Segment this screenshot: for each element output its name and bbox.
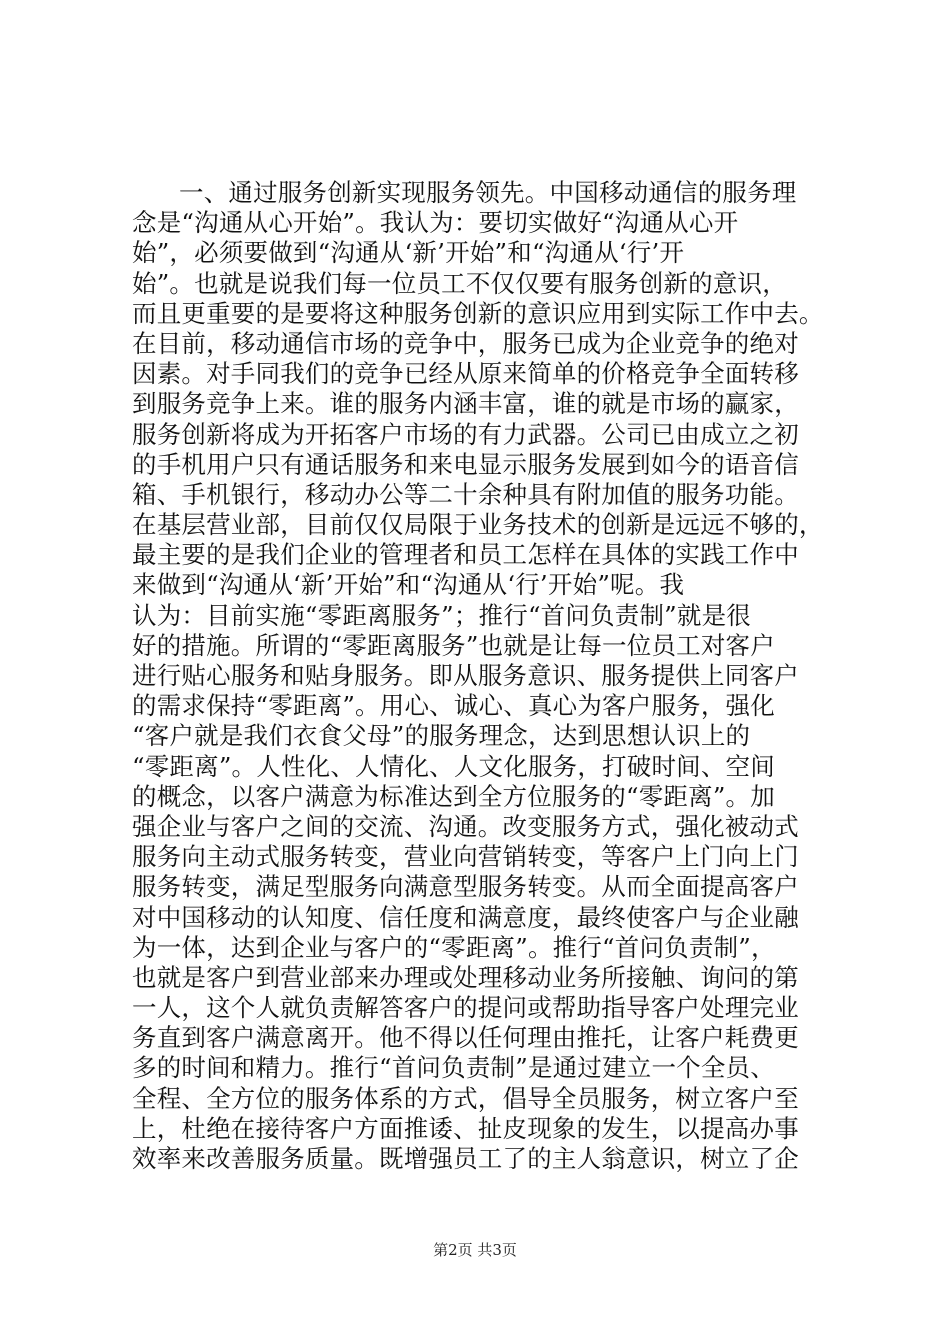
paragraph-line: 多的时间和精力。推行“首问负责制”是通过建立一个全员、: [132, 1053, 775, 1083]
paragraph-line: 在目前，移动通信市场的竞争中，服务已成为企业竞争的绝对: [132, 328, 799, 358]
paragraph-line: 进行贴心服务和贴身服务。即从服务意识、服务提供上同客户: [132, 661, 799, 690]
paragraph-line: 务直到客户满意离开。他不得以任何理由推托，让客户耗费更: [132, 1023, 799, 1053]
paragraph-line: 服务向主动式服务转变，营业向营销转变，等客户上门向上门: [132, 842, 799, 872]
paragraph-line: 念是“沟通从心开始”。我认为：要切实做好“沟通从心开: [132, 208, 739, 238]
paragraph-line: 的需求保持“零距离”。用心、诚心、真心为客户服务，强化: [132, 691, 775, 721]
paragraph-line: 服务创新将成为开拓客户市场的有力武器。公司已由成立之初: [132, 419, 799, 449]
paragraph-line: 为一体，达到企业与客户的“零距离”。推行“首问负责制”，: [132, 932, 776, 962]
document-body: [132, 178, 852, 1174]
paragraph-line: “客户就是我们衣食父母”的服务理念，达到思想认识上的: [132, 721, 751, 751]
paragraph-line: 一、通过服务创新实现服务领先。中国移动通信的服务理: [179, 178, 797, 207]
paragraph-line: 也就是客户到营业部来办理或处理移动业务所接触、询问的第: [132, 962, 799, 992]
paragraph-line: 认为：目前实施“零距离服务”；推行“首问负责制”就是很: [132, 600, 751, 630]
paragraph-line: 始”，必须要做到“沟通从‘新’开始”和“沟通从‘行’开: [132, 238, 685, 268]
paragraph-line: 全程、全方位的服务体系的方式，倡导全员服务，树立客户至: [132, 1083, 799, 1113]
paragraph-line: 的手机用户只有通话服务和来电显示服务发展到如今的语音信: [132, 449, 799, 479]
paragraph-line: 好的措施。所谓的“零距离服务”也就是让每一位员工对客户: [132, 630, 775, 660]
paragraph-line: 最主要的是我们企业的管理者和员工怎样在具体的实践工作中: [132, 540, 799, 570]
paragraph-line: 因素。对手同我们的竞争已经从原来简单的价格竞争全面转移: [132, 359, 799, 389]
paragraph-line: 强企业与客户之间的交流、沟通。改变服务方式，强化被动式: [132, 811, 799, 841]
paragraph-line: 效率来改善服务质量。既增强员工了的主人翁意识，树立了企: [132, 1144, 799, 1173]
paragraph-line: “零距离”。人性化、人情化、人文化服务，打破时间、空间: [132, 751, 775, 781]
paragraph-line: 始”。也就是说我们每一位员工不仅仅要有服务创新的意识，: [132, 268, 787, 298]
paragraph-line: 上，杜绝在接待客户方面推诿、扯皮现象的发生，以提高办事: [132, 1113, 799, 1143]
paragraph-line: 服务转变，满足型服务向满意型服务转变。从而全面提高客户: [132, 872, 799, 902]
paragraph-line: 来做到“沟通从‘新’开始”和“沟通从‘行’开始”呢。我: [132, 570, 685, 600]
paragraph-line: 到服务竞争上来。谁的服务内涵丰富，谁的就是市场的赢家，: [132, 389, 799, 419]
paragraph-line: 箱、手机银行，移动办公等二十余种具有附加值的服务功能。: [132, 479, 799, 509]
paragraph-line: 一人，这个人就负责解答客户的提问或帮助指导客户处理完业: [132, 993, 799, 1023]
paragraph-line: 的概念，以客户满意为标准达到全方位服务的“零距离”。加: [132, 781, 775, 811]
page-footer: 第2页 共3页: [433, 1241, 517, 1259]
paragraph-line: 而且更重要的是要将这种服务创新的意识应用到实际工作中去。: [132, 298, 824, 328]
paragraph-line: 对中国移动的认知度、信任度和满意度，最终使客户与企业融: [132, 902, 799, 932]
paragraph-line: 在基层营业部，目前仅仅局限于业务技术的创新是远远不够的，: [132, 510, 824, 540]
